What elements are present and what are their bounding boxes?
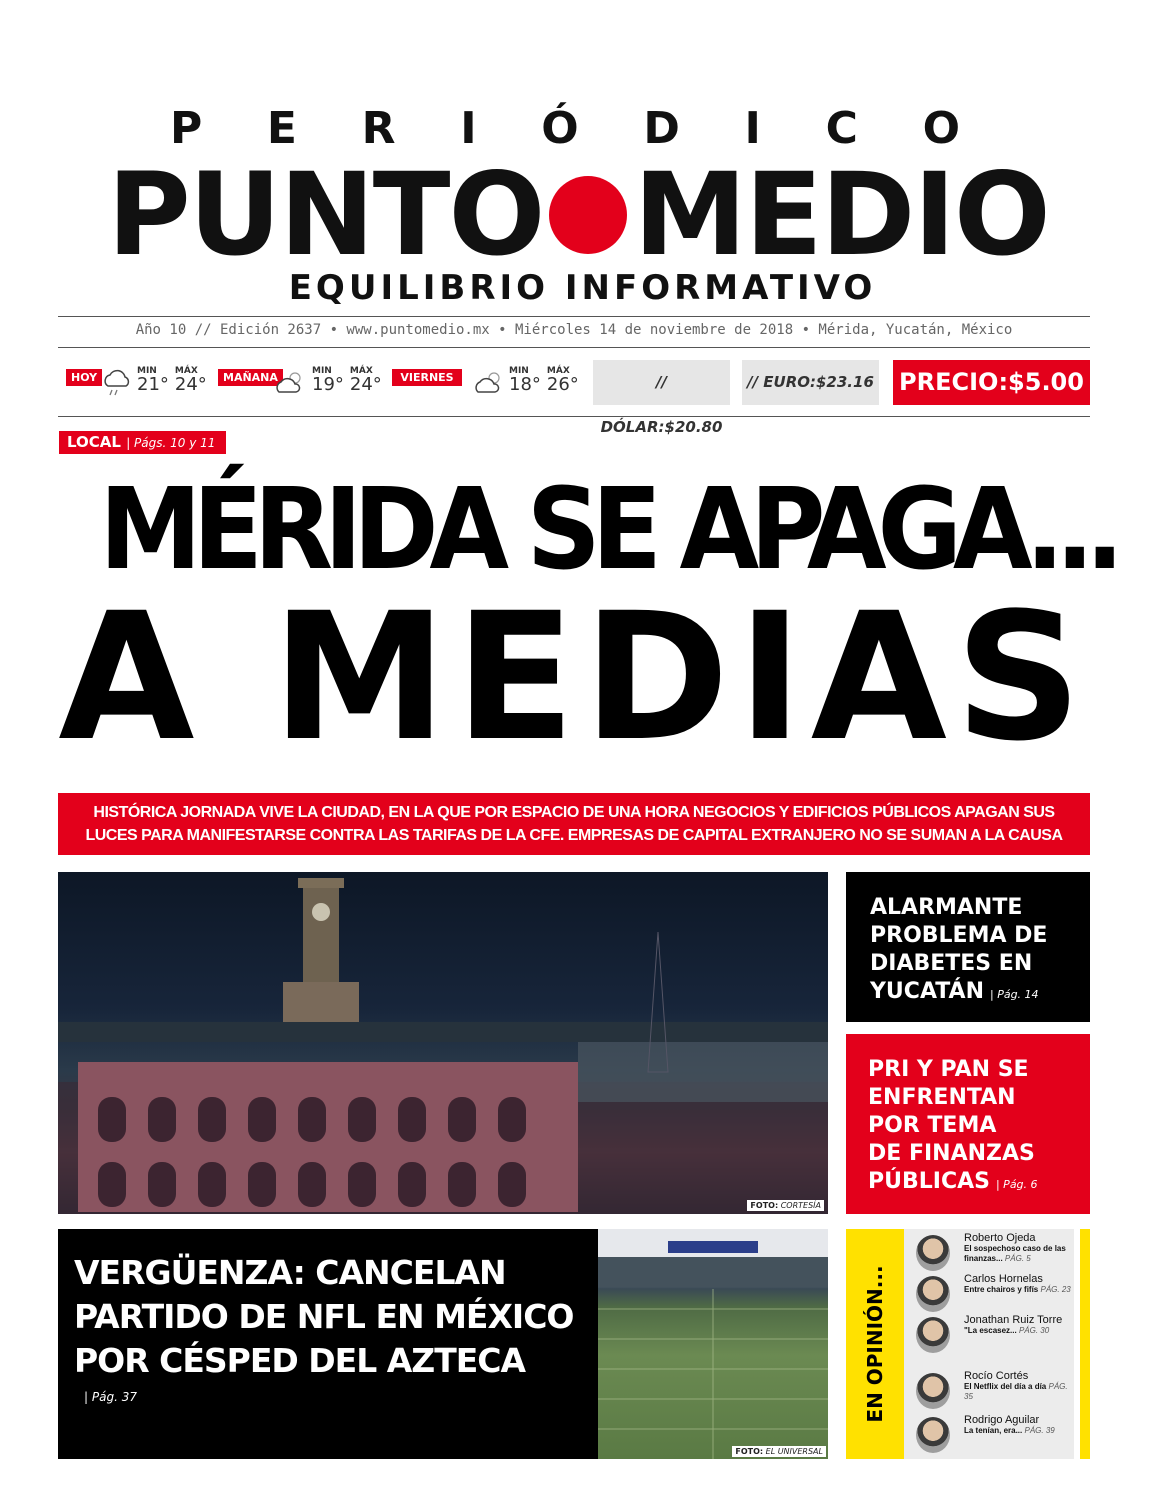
kicker-letter: R — [361, 103, 396, 154]
min-label: MIN — [312, 366, 332, 376]
weather-temps — [509, 366, 585, 394]
max-label: MÁX — [174, 366, 198, 376]
newspaper-logo[interactable] — [88, 148, 1068, 281]
slogan: EQUILIBRIO INFORMATIVO — [288, 268, 877, 308]
main-subheadline — [58, 793, 1090, 855]
divider — [58, 347, 1090, 348]
kicker-letter: P — [170, 103, 203, 154]
weather-day-tag: HOY — [66, 369, 102, 386]
weather-temps — [137, 366, 213, 394]
weather-day-tag: VIERNES — [392, 369, 462, 386]
column-title — [964, 1285, 1072, 1295]
kicker-letter: I — [744, 103, 761, 154]
story-line: VERGÜENZA: CANCELAN — [74, 1253, 506, 1292]
story-line: ALARMANTE — [870, 895, 1023, 920]
subheadline-line: HISTÓRICA JORNADA VIVE LA CIUDAD, EN LA QUE POR ESPACIO DE UNA HORA NEGOCIOS Y EDIFICIOS PÚBLICOS APAGAN SUS — [93, 804, 1055, 821]
columnist-name: Roberto Ojeda — [964, 1232, 1036, 1244]
story-line: POR CÉSPED DEL AZTECA — [74, 1341, 526, 1380]
page-ref: | Pág. 14 — [990, 988, 1039, 1001]
page-ref: | Pág. 37 — [84, 1390, 137, 1404]
story-line — [868, 1168, 1090, 1199]
max-temp: 24° — [174, 374, 207, 395]
dollar-rate: // DÓLAR:$20.80 — [593, 360, 730, 405]
divider — [58, 416, 1090, 417]
red-dot-icon — [549, 176, 627, 254]
divider — [58, 316, 1090, 317]
section-pages: | Págs. 10 y 11 — [126, 436, 216, 450]
main-headline-line1[interactable]: MÉRIDA SE APAGA... — [99, 465, 1116, 595]
story-line: DE FINANZAS — [868, 1141, 1035, 1166]
story-line-text: YUCATÁN — [870, 979, 984, 1004]
max-temp: 26° — [546, 374, 579, 395]
columnist-name: Rodrigo Aguilar — [964, 1414, 1040, 1426]
story-line: PARTIDO DE NFL EN MÉXICO — [74, 1297, 574, 1336]
columnist-name: Carlos Hornelas — [964, 1273, 1043, 1285]
columnist-item[interactable] — [904, 1272, 1074, 1318]
opinion-label — [846, 1229, 904, 1459]
column-page: PÁG. 35 — [964, 1382, 1068, 1401]
stadium-illustration — [598, 1229, 828, 1459]
min-temp: 21° — [137, 374, 169, 395]
column-page: PÁG. 5 — [1004, 1254, 1031, 1263]
periodico-kicker — [170, 104, 960, 154]
section-tag[interactable] — [59, 431, 226, 454]
min-label: MIN — [137, 366, 157, 376]
weather-day-tag: MAÑANA — [218, 369, 283, 386]
opinion-list — [904, 1229, 1074, 1459]
columnist-item[interactable] — [904, 1369, 1074, 1415]
column-title-text: El Netflix del día a día — [964, 1382, 1047, 1391]
column-title-text: El sospechoso caso de las finanzas... — [964, 1244, 1066, 1263]
avatar — [916, 1417, 950, 1453]
main-photo-palacio-municipal[interactable] — [58, 872, 828, 1214]
column-page: PÁG. 30 — [1018, 1326, 1050, 1335]
page-ref: | Pág. 6 — [995, 1178, 1038, 1191]
columnist-item[interactable] — [904, 1413, 1074, 1459]
opinion-label-text: EN OPINIÓN... — [863, 1265, 887, 1423]
credit-label: FOTO: — [750, 1201, 779, 1210]
column-title-text: La tenían, era... — [964, 1426, 1023, 1435]
min-temp: 19° — [312, 374, 344, 395]
min-temp: 18° — [509, 374, 541, 395]
avatar — [916, 1276, 950, 1312]
logo-word-punto: PUNTO — [107, 148, 544, 281]
story-line: ENFRENTAN — [868, 1085, 1016, 1110]
price-badge: PRECIO:$5.00 — [893, 360, 1090, 405]
avatar — [916, 1317, 950, 1353]
story-line: POR TEMA — [868, 1113, 997, 1138]
kicker-letter: D — [643, 103, 680, 154]
column-title — [964, 1382, 1072, 1402]
columnist-item[interactable] — [904, 1313, 1074, 1359]
photo-credit — [747, 1200, 824, 1211]
max-label: MÁX — [546, 366, 570, 376]
photo-credit — [732, 1446, 826, 1457]
euro-rate: // EURO:$23.16 — [742, 360, 879, 405]
credit-source: CORTESÍA — [780, 1201, 821, 1210]
kicker-letter: O — [922, 103, 960, 154]
columnist-name: Rocío Cortés — [964, 1370, 1029, 1382]
max-label: MÁX — [349, 366, 373, 376]
column-title — [964, 1326, 1072, 1336]
night-building-illustration — [58, 872, 828, 1214]
opinion-edge — [1080, 1229, 1090, 1459]
story-line: DIABETES EN — [870, 951, 1033, 976]
story-nfl[interactable] — [58, 1229, 598, 1459]
story-line-text: PÚBLICAS — [868, 1169, 990, 1194]
edition-info-line: Año 10 // Edición 2637 • www.puntomedio.mx • Miércoles 14 de noviembre de 2018 • Mérida, Yucatán, México — [135, 322, 1013, 338]
columnist-item[interactable] — [904, 1231, 1074, 1277]
column-title — [964, 1244, 1072, 1264]
column-title-text: Entre chairos y fifís — [964, 1285, 1039, 1294]
weather-temps — [312, 366, 388, 394]
credit-source: EL UNIVERSAL — [765, 1447, 823, 1456]
stadium-photo[interactable] — [598, 1229, 828, 1459]
rain-cloud-icon — [100, 366, 134, 406]
column-title — [964, 1426, 1072, 1436]
main-headline-line2[interactable]: A MEDIAS — [58, 575, 1090, 780]
kicker-letter: I — [460, 103, 477, 154]
credit-label: FOTO: — [735, 1447, 764, 1456]
kicker-letter: C — [825, 103, 858, 154]
avatar — [916, 1235, 950, 1271]
story-line — [870, 978, 1090, 1009]
min-label: MIN — [509, 366, 529, 376]
opinion-bar — [846, 1229, 904, 1459]
column-page: PÁG. 23 — [1040, 1285, 1071, 1294]
kicker-letter: E — [266, 103, 297, 154]
section-name: LOCAL — [67, 433, 121, 451]
logo-word-medio: MEDIO — [633, 148, 1049, 281]
column-title-text: "La escasez... — [964, 1326, 1017, 1335]
partly-cloudy-icon — [472, 366, 506, 406]
subheadline-line: LUCES PARA MANIFESTARSE CONTRA LAS TARIFAS DE LA CFE. EMPRESAS DE CAPITAL EXTRANJERO NO SE SUMAN A LA CAUSA — [85, 827, 1063, 844]
story-line: PRI Y PAN SE — [868, 1057, 1029, 1082]
partly-cloudy-icon — [273, 366, 307, 406]
columnist-name: Jonathan Ruiz Torre — [964, 1314, 1063, 1326]
story-diabetes[interactable] — [846, 872, 1090, 1022]
max-temp: 24° — [349, 374, 382, 395]
story-pri-pan[interactable] — [846, 1034, 1090, 1214]
avatar — [916, 1373, 950, 1409]
kicker-letter: Ó — [541, 103, 579, 154]
column-page: PÁG. 39 — [1024, 1426, 1055, 1435]
story-line: PROBLEMA DE — [870, 923, 1048, 948]
